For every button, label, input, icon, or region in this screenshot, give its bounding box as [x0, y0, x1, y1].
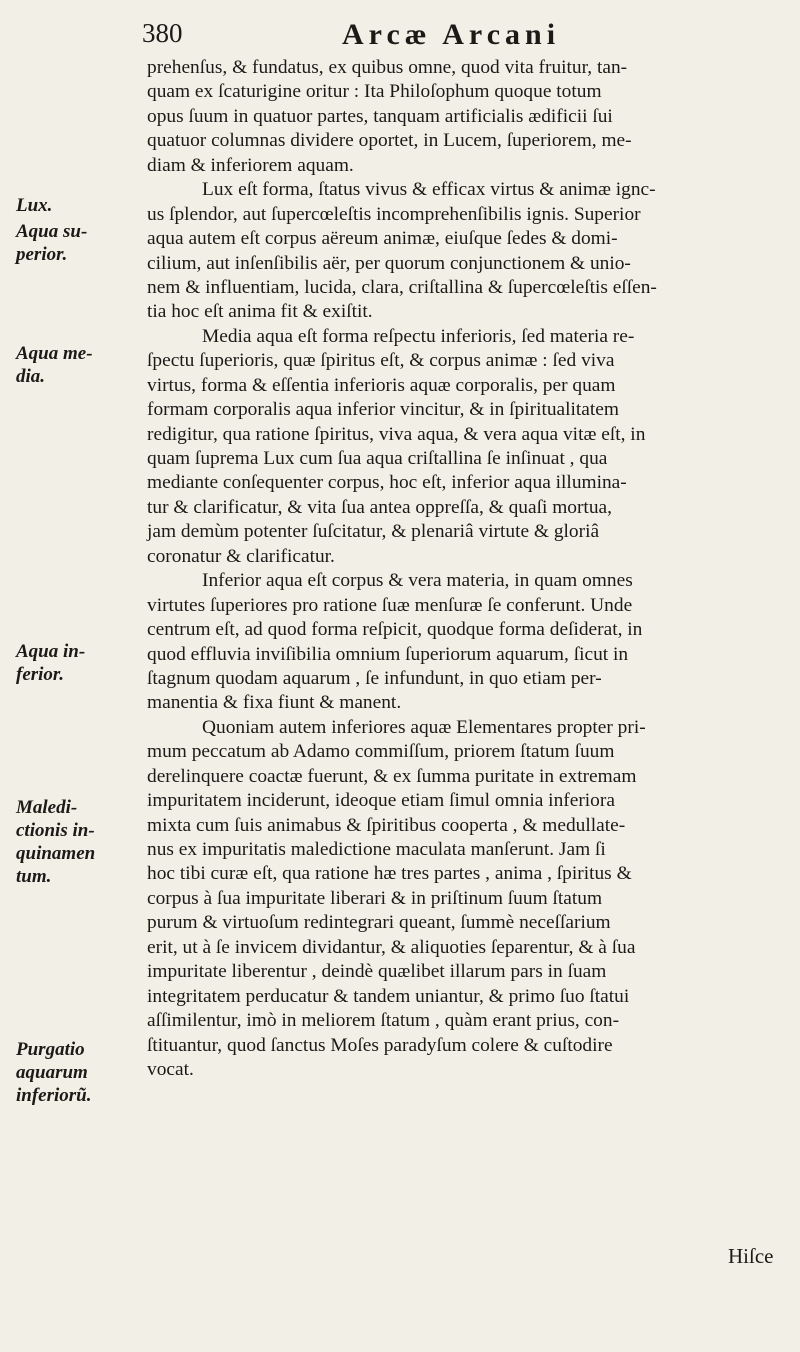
text-line: quatuor columnas dividere oportet, in Lucem, ſuperiorem, me- — [147, 130, 632, 152]
marginal-line: quinamen — [16, 843, 96, 864]
marginal-line: ctionis in- — [16, 820, 95, 841]
text-line: mediante conſequenter corpus, hoc eſt, inferior aqua illumina- — [147, 472, 627, 494]
text-line: derelinquere coactæ fuerunt, & ex ſumma puritate in extremam — [147, 765, 637, 787]
text-line: corpus à ſua impuritate liberari & in priſtinum ſuum ſtatum — [147, 887, 603, 909]
text-line: redigitur, qua ratione ſpiritus, viva aqua, & vera aqua vitæ eſt, in — [147, 423, 646, 445]
text-line: impuritate liberentur , deindè quælibet illarum pars in ſuam — [147, 961, 607, 983]
marginal-line: tum. — [16, 866, 52, 887]
text-line: nus ex impuritatis maledictione maculata manſerunt. Jam ſi — [147, 839, 606, 860]
marginal-line: perior. — [16, 244, 68, 265]
text-line: purum & virtuoſum redintegrari queant, ſummè neceſſarium — [147, 912, 611, 934]
text-line: ſtituantur, quod ſanctus Moſes paradyſum colere & cuſtodire — [147, 1034, 613, 1056]
marginal-line: Lux. — [16, 195, 53, 216]
text-line: Inferior aqua eſt corpus & vera materia, in quam omnes — [202, 570, 633, 592]
text-line: hoc tibi curæ eſt, qua ratione hæ tres partes , anima , ſpiritus & — [147, 863, 632, 885]
text-line: nem & influentiam, lucida, clara, criſtallina & ſupercœleſtis eſſen- — [147, 276, 657, 298]
text-line: Quoniam autem inferiores aquæ Elementares propter pri- — [202, 716, 646, 738]
text-line: diam & inferiorem aquam. — [147, 154, 354, 176]
text-line: prehenſus, & fundatus, ex quibus omne, quod vita fruitur, tan- — [147, 57, 628, 78]
text-line: virtus, forma & eſſentia inferioris aquæ corporalis, per quam — [147, 374, 616, 396]
marginal-note-purgatio — [16, 1038, 134, 1107]
marginal-note-aqua-superior — [16, 220, 134, 266]
text-line: Lux eſt forma, ſtatus vivus & efficax virtus & animæ ignc- — [202, 179, 656, 201]
marginal-note-lux — [16, 194, 134, 217]
marginal-line: ferior. — [16, 664, 65, 685]
text-line: virtutes ſuperiores pro ratione ſuæ menſuræ ſe conferunt. Unde — [147, 594, 633, 616]
page-header — [142, 18, 782, 58]
text-line: opus ſuum in quatuor partes, tanquam artificialis ædificii ſui — [147, 105, 613, 127]
marginal-line: Aqua me- — [16, 343, 93, 364]
text-line: ſtagnum quodam aquarum , ſe infundunt, in quo etiam per- — [147, 667, 602, 689]
marginal-line: Maledi- — [16, 797, 78, 818]
text-line: quod effluvia inviſibilia omnium ſuperiorum aquarum, ſicut in — [147, 643, 629, 665]
marginal-line: Aqua su- — [16, 221, 88, 242]
marginal-line: dia. — [16, 366, 46, 387]
text-line: aſſimilentur, imò in meliorem ſtatum , quàm erant prius, con- — [147, 1010, 620, 1032]
marginal-note-aqua-inferior — [16, 640, 134, 686]
text-line: mixta cum ſuis animabus & ſpiritibus cooperta , & medullate- — [147, 814, 626, 836]
text-line: erit, ut à ſe invicem dividantur, & aliquoties ſeparentur, & à ſua — [147, 936, 636, 958]
marginal-line: aquarum — [16, 1062, 88, 1083]
text-line: centrum eſt, ad quod forma reſpicit, quodque forma deſiderat, in — [147, 619, 643, 641]
catchword: Hiſce — [728, 1244, 774, 1268]
marginal-line: inferiorũ. — [16, 1085, 92, 1106]
marginal-line: Purgatio — [16, 1039, 85, 1060]
text-line: tur & clarificatur, & vita ſua antea oppreſſa, & quaſi mortua, — [147, 496, 612, 518]
text-line: Media aqua eſt forma reſpectu inferioris, ſed materia re- — [202, 325, 635, 347]
marginal-note-aqua-media — [16, 342, 134, 388]
text-line: aqua autem eſt corpus aëreum animæ, eiuſque ſedes & domi- — [147, 228, 618, 250]
text-line: formam corporalis aqua inferior vincitur, & in ſpiritualitatem — [147, 399, 619, 421]
text-line: ſpectu ſuperioris, quæ ſpiritus eſt, & corpus animæ : ſed viva — [147, 350, 615, 372]
text-line: integritatem perducatur & tandem uniantur, & primo ſuo ſtatui — [147, 985, 630, 1007]
text-line: manentia & fixa fiunt & manent. — [147, 692, 402, 714]
text-line: vocat. — [147, 1058, 194, 1080]
running-head: Arcæ Arcani — [342, 18, 561, 51]
text-line: impuritatem inciderunt, ideoque etiam ſimul omnia inferiora — [147, 790, 615, 812]
text-line: tia hoc eſt anima fit & exiſtit. — [147, 301, 373, 323]
text-line: coronatur & clarificatur. — [147, 545, 335, 567]
page-number: 380 — [142, 18, 183, 48]
text-line: jam demùm potenter ſuſcitatur, & plenariâ virtute & gloriâ — [147, 521, 600, 543]
marginal-line: Aqua in- — [16, 641, 86, 662]
text-line: mum peccatum ab Adamo commiſſum, priorem ſtatum ſuum — [147, 741, 615, 763]
text-line: cilium, aut inſenſibilis aër, per quorum conjunctionem & unio- — [147, 252, 631, 274]
marginal-note-maledictionis — [16, 796, 134, 888]
main-text — [147, 56, 791, 1082]
text-line: us ſplendor, aut ſupercœleſtis incomprehenſibilis ignis. Superior — [147, 203, 641, 225]
text-line: quam ſuprema Lux cum ſua aqua criſtallina ſe inſinuat , qua — [147, 448, 608, 469]
text-line: quam ex ſcaturigine oritur : Ita Philoſophum quoque totum — [147, 81, 602, 103]
